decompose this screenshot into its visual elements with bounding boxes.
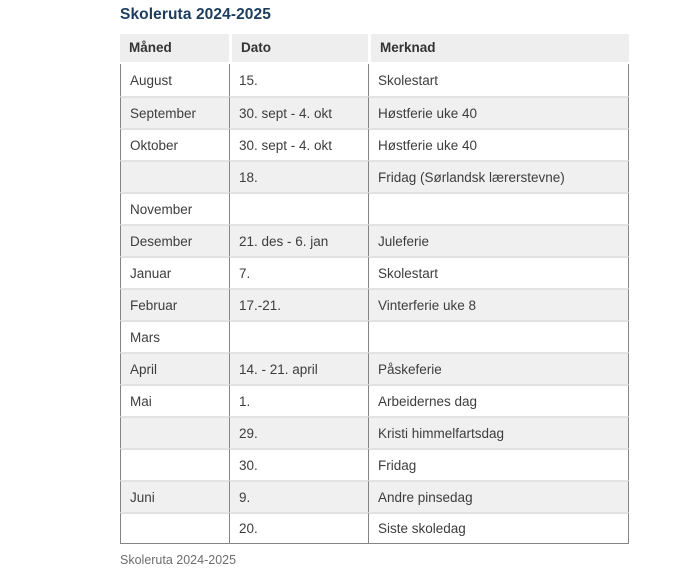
column-header-merknad: Merknad	[368, 34, 629, 64]
cell-merknad: Andre pinsedag	[368, 480, 629, 512]
cell-maned	[120, 512, 229, 544]
school-calendar-table	[120, 34, 629, 544]
cell-maned: Mai	[120, 384, 229, 416]
cell-merknad: Skolestart	[368, 256, 629, 288]
table-row	[120, 512, 629, 544]
cell-merknad: Kristi himmelfartsdag	[368, 416, 629, 448]
cell-merknad: Påskeferie	[368, 352, 629, 384]
cell-merknad	[368, 320, 629, 352]
content-area	[120, 6, 630, 567]
cell-dato: 29.	[229, 416, 368, 448]
table-row	[120, 96, 629, 128]
table-caption: Skoleruta 2024-2025	[120, 553, 237, 567]
cell-merknad: Siste skoledag	[368, 512, 629, 544]
cell-merknad: Fridag (Sørlandsk lærerstevne)	[368, 160, 629, 192]
cell-maned: Desember	[120, 224, 229, 256]
cell-merknad	[368, 192, 629, 224]
table-header	[120, 34, 629, 64]
cell-dato: 9.	[229, 480, 368, 512]
cell-dato: 14. - 21. april	[229, 352, 368, 384]
cell-dato: 15.	[229, 64, 368, 96]
cell-maned: November	[120, 192, 229, 224]
cell-dato: 17.-21.	[229, 288, 368, 320]
table-row	[120, 128, 629, 160]
cell-merknad: Vinterferie uke 8	[368, 288, 629, 320]
cell-dato: 20.	[229, 512, 368, 544]
cell-merknad: Arbeidernes dag	[368, 384, 629, 416]
page-title: Skoleruta 2024-2025	[120, 6, 271, 23]
header-row	[120, 34, 629, 64]
cell-dato: 30. sept - 4. okt	[229, 96, 368, 128]
table-row	[120, 352, 629, 384]
table-row	[120, 192, 629, 224]
cell-dato: 30. sept - 4. okt	[229, 128, 368, 160]
cell-merknad: Høstferie uke 40	[368, 96, 629, 128]
cell-merknad: Juleferie	[368, 224, 629, 256]
table-row	[120, 384, 629, 416]
cell-dato	[229, 320, 368, 352]
table-row	[120, 160, 629, 192]
cell-maned: Februar	[120, 288, 229, 320]
table-row	[120, 448, 629, 480]
cell-merknad: Fridag	[368, 448, 629, 480]
cell-dato	[229, 192, 368, 224]
cell-maned: April	[120, 352, 229, 384]
table-row	[120, 256, 629, 288]
table-row	[120, 288, 629, 320]
table-row	[120, 64, 629, 96]
cell-maned: Oktober	[120, 128, 229, 160]
column-header-dato: Dato	[229, 34, 368, 64]
cell-maned: August	[120, 64, 229, 96]
table-row	[120, 224, 629, 256]
cell-maned	[120, 448, 229, 480]
cell-maned: Januar	[120, 256, 229, 288]
cell-maned	[120, 160, 229, 192]
cell-maned	[120, 416, 229, 448]
cell-maned: Juni	[120, 480, 229, 512]
cell-maned: September	[120, 96, 229, 128]
table-body	[120, 64, 629, 544]
cell-dato: 30.	[229, 448, 368, 480]
table-row	[120, 480, 629, 512]
cell-dato: 1.	[229, 384, 368, 416]
cell-dato: 21. des - 6. jan	[229, 224, 368, 256]
table-row	[120, 320, 629, 352]
cell-merknad: Høstferie uke 40	[368, 128, 629, 160]
table-row	[120, 416, 629, 448]
cell-dato: 18.	[229, 160, 368, 192]
cell-maned: Mars	[120, 320, 229, 352]
cell-dato: 7.	[229, 256, 368, 288]
cell-merknad: Skolestart	[368, 64, 629, 96]
column-header-maned: Måned	[120, 34, 229, 64]
